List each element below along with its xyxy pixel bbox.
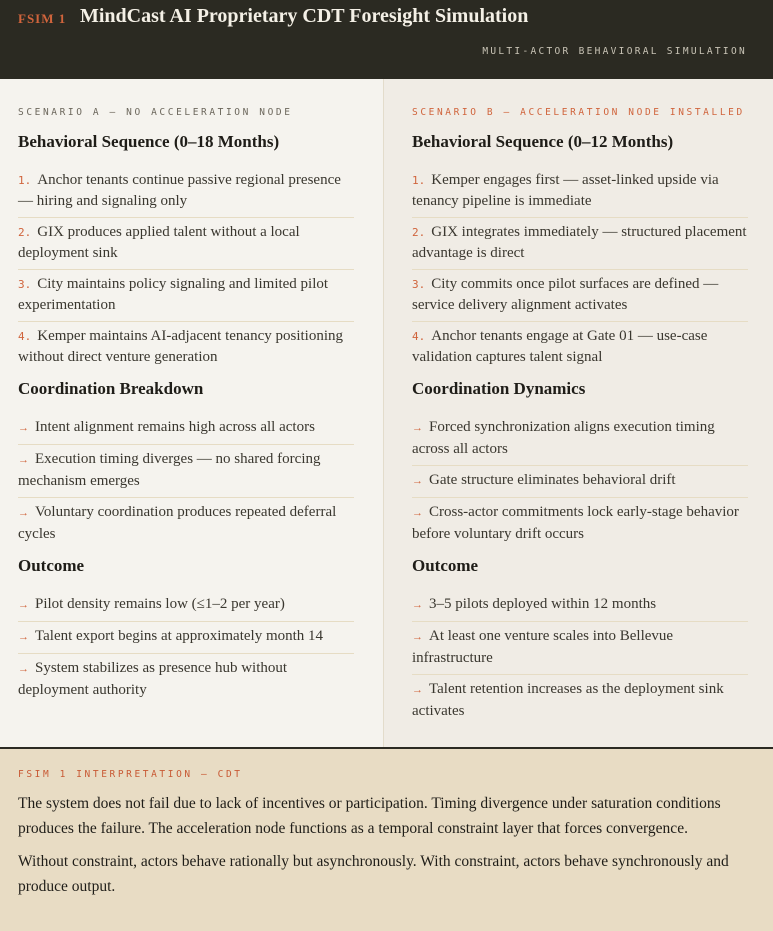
list-item xyxy=(18,218,354,270)
list-item xyxy=(18,413,354,445)
step-number: 3. xyxy=(412,278,426,291)
scenario-columns xyxy=(0,79,773,747)
arrow-icon: → xyxy=(18,599,29,611)
list-item xyxy=(412,590,748,622)
item-text: 3–5 pilots deployed within 12 months xyxy=(429,596,657,612)
interpretation-kicker: FSIM 1 INTERPRETATION — CDT xyxy=(18,769,243,780)
list-item xyxy=(18,322,354,373)
step-number: 4. xyxy=(18,330,32,343)
coordination-list xyxy=(412,413,748,550)
item-text: Voluntary coordination produces repeated deferral cycles xyxy=(18,504,337,542)
outcome-list xyxy=(18,590,354,706)
item-text: Cross-actor commitments lock early-stage behavior before voluntary drift occurs xyxy=(412,504,739,542)
interpretation-paragraph: The system does not fail due to lack of incentives or participation. Timing divergence under saturation conditions produces the failure. The acceleration node functions as a temporal constraint layer that forces convergence. xyxy=(18,795,721,837)
step-text: City commits once pilot surfaces are defined — service delivery alignment activates xyxy=(412,276,719,313)
step-text: Kemper maintains AI-adjacent tenancy positioning without direct venture generation xyxy=(18,328,343,365)
step-text: GIX produces applied talent without a local deployment sink xyxy=(18,224,300,261)
section-heading: Coordination Dynamics xyxy=(412,379,586,398)
list-item xyxy=(412,322,748,373)
sequence-list xyxy=(412,166,748,373)
step-number: 1. xyxy=(18,174,32,187)
item-text: Execution timing diverges — no shared forcing mechanism emerges xyxy=(18,451,321,489)
section-heading: Outcome xyxy=(412,556,479,575)
list-item xyxy=(412,413,748,466)
arrow-icon: → xyxy=(18,454,29,466)
section-heading: Behavioral Sequence (0–12 Months) xyxy=(412,132,674,151)
interpretation-panel xyxy=(0,747,773,931)
arrow-icon: → xyxy=(18,663,29,675)
list-item xyxy=(18,166,354,218)
scenario-kicker: SCENARIO B — ACCELERATION NODE INSTALLED xyxy=(412,107,745,118)
interpretation-paragraph: Without constraint, actors behave rationally but asynchronously. With constraint, actors behave synchronously and produce output. xyxy=(18,853,729,895)
section-heading: Behavioral Sequence (0–18 Months) xyxy=(18,132,280,151)
list-item xyxy=(412,622,748,675)
arrow-icon: → xyxy=(18,422,29,434)
arrow-icon: → xyxy=(18,631,29,643)
item-text: Intent alignment remains high across all actors xyxy=(35,419,315,435)
scenario-kicker: SCENARIO A — NO ACCELERATION NODE xyxy=(18,107,293,118)
item-text: Pilot density remains low (≤1–2 per year) xyxy=(35,596,285,612)
scenario-a xyxy=(0,79,383,747)
list-item xyxy=(18,590,354,622)
list-item xyxy=(412,218,748,270)
step-text: Anchor tenants engage at Gate 01 — use-case validation captures talent signal xyxy=(412,328,708,365)
scenario-b xyxy=(383,79,773,747)
step-number: 3. xyxy=(18,278,32,291)
list-item xyxy=(18,270,354,322)
item-text: Talent retention increases as the deployment sink activates xyxy=(412,681,724,719)
step-text: Kemper engages first — asset-linked upside via tenancy pipeline is immediate xyxy=(412,172,719,209)
list-item xyxy=(18,445,354,498)
arrow-icon: → xyxy=(412,507,423,519)
list-item xyxy=(412,270,748,322)
sequence-list xyxy=(18,166,354,373)
page-title: MindCast AI Proprietary CDT Foresight Simulation xyxy=(80,5,529,27)
step-number: 4. xyxy=(412,330,426,343)
outcome-list xyxy=(412,590,748,727)
section-heading: Coordination Breakdown xyxy=(18,379,204,398)
header xyxy=(0,0,773,79)
header-tag: FSIM 1 xyxy=(18,11,67,26)
list-item xyxy=(18,654,354,706)
item-text: Talent export begins at approximately month 14 xyxy=(35,628,324,644)
arrow-icon: → xyxy=(412,475,423,487)
list-item xyxy=(412,498,748,550)
section-heading: Outcome xyxy=(18,556,85,575)
list-item xyxy=(18,622,354,654)
step-text: City maintains policy signaling and limited pilot experimentation xyxy=(18,276,329,313)
arrow-icon: → xyxy=(412,599,423,611)
list-item xyxy=(18,498,354,550)
arrow-icon: → xyxy=(412,631,423,643)
step-number: 1. xyxy=(412,174,426,187)
coordination-list xyxy=(18,413,354,550)
item-text: Forced synchronization aligns execution timing across all actors xyxy=(412,419,715,457)
step-number: 2. xyxy=(18,226,32,239)
arrow-icon: → xyxy=(412,684,423,696)
list-item xyxy=(412,675,748,727)
list-item xyxy=(412,166,748,218)
step-number: 2. xyxy=(412,226,426,239)
arrow-icon: → xyxy=(412,422,423,434)
header-subtitle: MULTI-ACTOR BEHAVIORAL SIMULATION xyxy=(482,46,747,57)
step-text: GIX integrates immediately — structured placement advantage is direct xyxy=(412,224,747,261)
step-text: Anchor tenants continue passive regional presence — hiring and signaling only xyxy=(18,172,341,209)
list-item xyxy=(412,466,748,498)
arrow-icon: → xyxy=(18,507,29,519)
item-text: System stabilizes as presence hub without deployment authority xyxy=(18,660,288,698)
item-text: At least one venture scales into Bellevue infrastructure xyxy=(412,628,674,666)
item-text: Gate structure eliminates behavioral drift xyxy=(429,472,676,488)
